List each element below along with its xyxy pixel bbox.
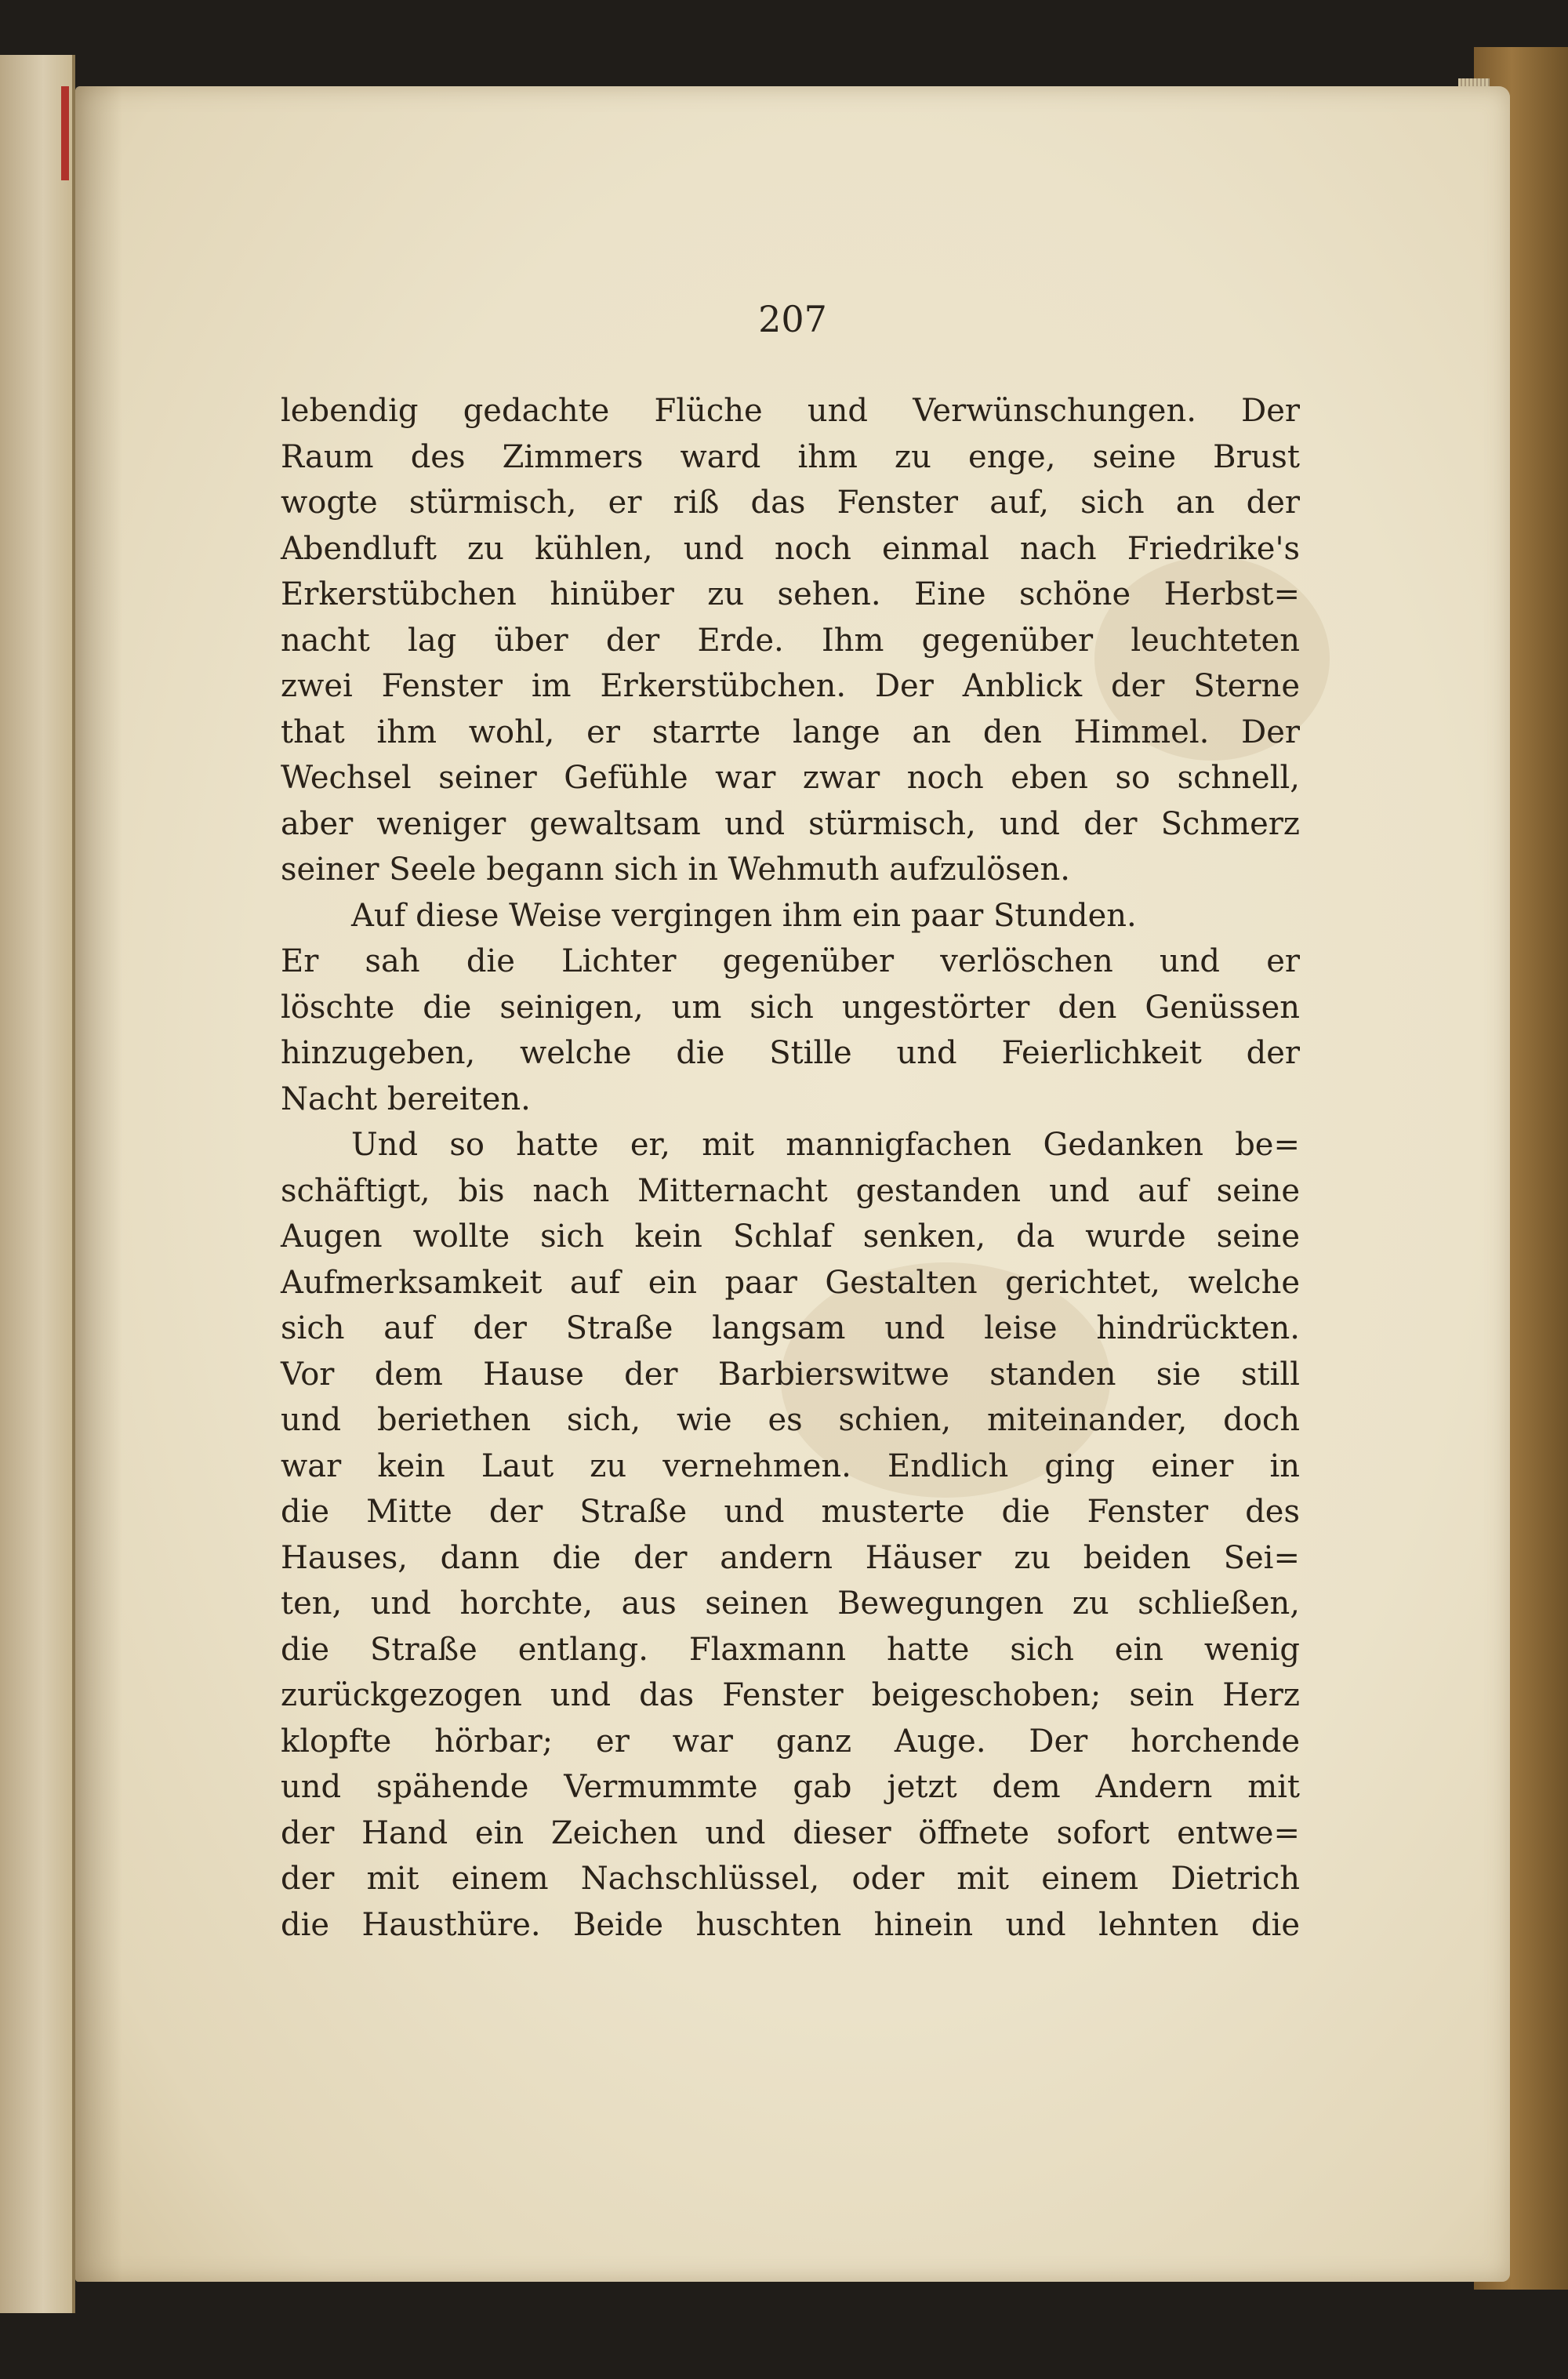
text-line: Vor dem Hause der Barbierswitwe standen sie still [281, 1356, 1300, 1393]
text-line: Abendluft zu kühlen, und noch einmal nach Friedrike's [281, 530, 1300, 567]
text-line: Aufmerksamkeit auf ein paar Gestalten gerichtet, welche [281, 1264, 1300, 1301]
text-line: seiner Seele begann sich in Wehmuth aufzulösen. [281, 852, 1070, 888]
text-line: that ihm wohl, er starrte lange an den Himmel. Der [281, 714, 1300, 750]
book-page [75, 86, 1510, 2282]
text-line: lebendig gedachte Flüche und Verwünschungen. Der [281, 393, 1300, 429]
text-line: war kein Laut zu vernehmen. Endlich ging einer in [281, 1447, 1300, 1484]
text-line: die Straße entlang. Flaxmann hatte sich ein wenig [281, 1631, 1300, 1668]
text-line: ten, und horchte, aus seinen Bewegungen zu schließen, [281, 1585, 1300, 1622]
text-line: Auf diese Weise vergingen ihm ein paar Stunden. [351, 897, 1137, 934]
text-line: schäftigt, bis nach Mitternacht gestanden und auf seine [281, 1172, 1300, 1209]
text-line: Er sah die Lichter gegenüber verlöschen und er [281, 943, 1300, 979]
text-line: Wechsel seiner Gefühle war zwar noch eben so schnell, [281, 760, 1300, 796]
text-line: Augen wollte sich kein Schlaf senken, da wurde seine [281, 1219, 1300, 1255]
text-line: Und so hatte er, mit mannigfachen Gedanken be= [351, 1127, 1300, 1163]
text-line: löschte die seinigen, um sich ungestörter den Genüssen [281, 989, 1300, 1026]
text-line: klopfte hörbar; er war ganz Auge. Der horchende [281, 1723, 1300, 1760]
text-line: zurückgezogen und das Fenster beigeschoben; sein Herz [281, 1677, 1300, 1713]
text-line: Raum des Zimmers ward ihm zu enge, seine Brust [281, 438, 1300, 475]
text-line: und spähende Vermummte gab jetzt dem Andern mit [281, 1769, 1300, 1805]
text-line: aber weniger gewaltsam und stürmisch, und der Schmerz [281, 805, 1300, 842]
text-line: und beriethen sich, wie es schien, miteinander, doch [281, 1402, 1300, 1438]
text-line: die Hausthüre. Beide huschten hinein und lehnten die [281, 1906, 1300, 1943]
text-line: wogte stürmisch, er riß das Fenster auf, sich an der [281, 485, 1300, 521]
bookmark-ribbon [61, 86, 69, 180]
text-line: Nacht bereiten. [281, 1081, 531, 1117]
text-line: Hauses, dann die der andern Häuser zu beiden Sei= [281, 1539, 1300, 1576]
text-line: zwei Fenster im Erkerstübchen. Der Anblick der Sterne [281, 668, 1300, 704]
page-number: 207 [758, 298, 827, 340]
text-line: der mit einem Nachschlüssel, oder mit einem Dietrich [281, 1861, 1300, 1897]
gutter-shadow [75, 86, 122, 2282]
text-line: der Hand ein Zeichen und dieser öffnete sofort entwe= [281, 1814, 1300, 1851]
text-line: die Mitte der Straße und musterte die Fenster des [281, 1494, 1300, 1530]
text-line: sich auf der Straße langsam und leise hindrückten. [281, 1310, 1300, 1346]
text-line: Erkerstübchen hinüber zu sehen. Eine schöne Herbst= [281, 576, 1300, 612]
body-text [281, 388, 1300, 1948]
text-line: nacht lag über der Erde. Ihm gegenüber leuchteten [281, 622, 1300, 659]
previous-page-edge [0, 55, 75, 2313]
text-line: hinzugeben, welche die Stille und Feierlichkeit der [281, 1035, 1300, 1071]
